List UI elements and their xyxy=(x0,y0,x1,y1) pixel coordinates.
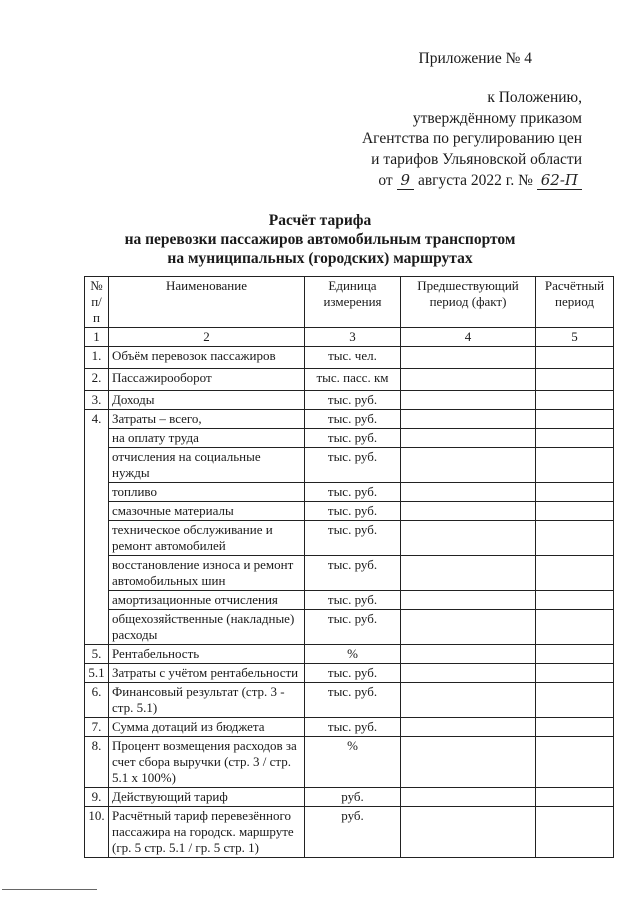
tariff-table xyxy=(84,276,614,858)
cell-unit: тыс. руб. xyxy=(305,410,401,429)
cell-num: 7. xyxy=(85,718,109,737)
cell-prev xyxy=(401,429,536,448)
column-number: 1 xyxy=(85,328,109,347)
cell-prev xyxy=(401,410,536,429)
cell-unit: тыс. руб. xyxy=(305,429,401,448)
cell-prev xyxy=(401,610,536,645)
cell-prev xyxy=(401,369,536,391)
cell-name: на оплату труда xyxy=(109,429,305,448)
cell-num xyxy=(85,610,109,645)
cell-unit: тыс. руб. xyxy=(305,556,401,591)
cell-num: 8. xyxy=(85,737,109,788)
table-row xyxy=(85,664,614,683)
table-row xyxy=(85,683,614,718)
header-calc: Расчётный период xyxy=(536,277,614,328)
cell-unit: тыс. чел. xyxy=(305,347,401,369)
cell-unit: тыс. руб. xyxy=(305,448,401,483)
cell-num xyxy=(85,521,109,556)
cell-unit: % xyxy=(305,645,401,664)
cell-unit: руб. xyxy=(305,807,401,858)
cell-prev xyxy=(401,483,536,502)
cell-calc xyxy=(536,502,614,521)
column-number: 5 xyxy=(536,328,614,347)
title-line: на муниципальных (городских) маршрутах xyxy=(167,250,473,267)
cell-unit: руб. xyxy=(305,788,401,807)
cell-name: Действующий тариф xyxy=(109,788,305,807)
cell-name: Пассажирооборот xyxy=(109,369,305,391)
table-row xyxy=(85,737,614,788)
appendix-label: Приложение № 4 xyxy=(418,50,532,67)
cell-name: амортизационные отчисления xyxy=(109,591,305,610)
cell-unit: тыс. руб. xyxy=(305,718,401,737)
cell-num: 9. xyxy=(85,788,109,807)
cell-num: 1. xyxy=(85,347,109,369)
cell-calc xyxy=(536,483,614,502)
cell-unit: тыс. пасс. км xyxy=(305,369,401,391)
cell-num xyxy=(85,448,109,483)
cell-name: восстановление износа и ремонт автомобильных шин xyxy=(109,556,305,591)
cell-calc xyxy=(536,448,614,483)
cell-calc xyxy=(536,556,614,591)
table-row xyxy=(85,591,614,610)
table-row xyxy=(85,610,614,645)
cell-name: Рентабельность xyxy=(109,645,305,664)
cell-prev xyxy=(401,664,536,683)
cell-name: Расчётный тариф перевезённого пассажира на городск. маршруте (гр. 5 стр. 5.1 / гр. 5 стр. 1) xyxy=(109,807,305,858)
table-row xyxy=(85,807,614,858)
doc-number-handwritten: 62-П xyxy=(537,171,582,190)
approval-line: Агентства по регулированию цен xyxy=(361,130,582,147)
cell-unit: тыс. руб. xyxy=(305,391,401,410)
cell-prev xyxy=(401,718,536,737)
cell-prev xyxy=(401,683,536,718)
cell-calc xyxy=(536,391,614,410)
cell-prev xyxy=(401,448,536,483)
footnote-rule xyxy=(2,889,97,890)
cell-unit: тыс. руб. xyxy=(305,483,401,502)
cell-name: Затраты с учётом рентабельности xyxy=(109,664,305,683)
cell-num: 2. xyxy=(85,369,109,391)
cell-calc xyxy=(536,683,614,718)
cell-unit: тыс. руб. xyxy=(305,664,401,683)
cell-num: 10. xyxy=(85,807,109,858)
header-row xyxy=(85,277,614,328)
header-name: Наименование xyxy=(109,277,305,328)
cell-name: Сумма дотаций из бюджета xyxy=(109,718,305,737)
cell-num xyxy=(85,556,109,591)
cell-calc xyxy=(536,664,614,683)
column-number-row xyxy=(85,328,614,347)
table-row xyxy=(85,556,614,591)
title-line: Расчёт тарифа xyxy=(268,212,372,229)
approval-line: утверждённому приказом xyxy=(412,109,582,127)
cell-calc xyxy=(536,610,614,645)
cell-num xyxy=(85,591,109,610)
cell-name: Доходы xyxy=(109,391,305,410)
date-day-handwritten: 9 xyxy=(397,171,415,190)
cell-prev xyxy=(401,556,536,591)
table-row xyxy=(85,502,614,521)
cell-prev xyxy=(401,391,536,410)
cell-prev xyxy=(401,502,536,521)
cell-calc xyxy=(536,521,614,556)
cell-name: общехозяйственные (накладные) расходы xyxy=(109,610,305,645)
cell-unit: тыс. руб. xyxy=(305,610,401,645)
cell-num: 6. xyxy=(85,683,109,718)
cell-name: Затраты – всего, xyxy=(109,410,305,429)
approval-date-line xyxy=(322,170,582,192)
cell-name: техническое обслуживание и ремонт автомобилей xyxy=(109,521,305,556)
cell-num: 4. xyxy=(85,410,109,429)
cell-calc xyxy=(536,410,614,429)
cell-prev xyxy=(401,807,536,858)
cell-num: 5.1 xyxy=(85,664,109,683)
table-row xyxy=(85,448,614,483)
approval-block xyxy=(322,88,582,192)
date-prefix: от xyxy=(378,172,393,189)
document-title xyxy=(0,211,640,268)
table-row xyxy=(85,369,614,391)
cell-num xyxy=(85,483,109,502)
column-number: 2 xyxy=(109,328,305,347)
cell-calc xyxy=(536,591,614,610)
cell-num: 3. xyxy=(85,391,109,410)
cell-num xyxy=(85,502,109,521)
cell-prev xyxy=(401,591,536,610)
cell-unit: тыс. руб. xyxy=(305,683,401,718)
table-row xyxy=(85,483,614,502)
cell-name: Финансовый результат (стр. 3 - стр. 5.1) xyxy=(109,683,305,718)
table-row xyxy=(85,788,614,807)
cell-unit: тыс. руб. xyxy=(305,502,401,521)
table-row xyxy=(85,391,614,410)
cell-prev xyxy=(401,737,536,788)
column-number: 3 xyxy=(305,328,401,347)
cell-calc xyxy=(536,788,614,807)
cell-unit: тыс. руб. xyxy=(305,521,401,556)
approval-line: и тарифов Ульяновской области xyxy=(371,150,582,168)
cell-num xyxy=(85,429,109,448)
table-row xyxy=(85,521,614,556)
cell-unit: тыс. руб. xyxy=(305,591,401,610)
cell-calc xyxy=(536,369,614,391)
table-row xyxy=(85,410,614,429)
cell-prev xyxy=(401,788,536,807)
header-prev: Предшествующий период (факт) xyxy=(401,277,536,328)
cell-name: отчисления на социальные нужды xyxy=(109,448,305,483)
approval-line: к Положению, xyxy=(487,89,582,106)
header-num: № п/п xyxy=(85,277,109,328)
cell-calc xyxy=(536,429,614,448)
cell-name: топливо xyxy=(109,483,305,502)
cell-unit: % xyxy=(305,737,401,788)
cell-calc xyxy=(536,718,614,737)
cell-calc xyxy=(536,737,614,788)
cell-name: Процент возмещения расходов за счет сбора выручки (стр. 3 / стр. 5.1 x 100%) xyxy=(109,737,305,788)
cell-calc xyxy=(536,645,614,664)
header-unit: Единица измерения xyxy=(305,277,401,328)
date-rest: августа 2022 г. № xyxy=(417,172,533,189)
table-row xyxy=(85,645,614,664)
table-row xyxy=(85,429,614,448)
cell-prev xyxy=(401,645,536,664)
cell-num: 5. xyxy=(85,645,109,664)
table-row xyxy=(85,347,614,369)
cell-prev xyxy=(401,521,536,556)
cell-name: смазочные материалы xyxy=(109,502,305,521)
cell-calc xyxy=(536,347,614,369)
cell-name: Объём перевозок пассажиров xyxy=(109,347,305,369)
table-row xyxy=(85,718,614,737)
column-number: 4 xyxy=(401,328,536,347)
cell-prev xyxy=(401,347,536,369)
cell-calc xyxy=(536,807,614,858)
title-line: на перевозки пассажиров автомобильным транспортом xyxy=(124,231,516,248)
